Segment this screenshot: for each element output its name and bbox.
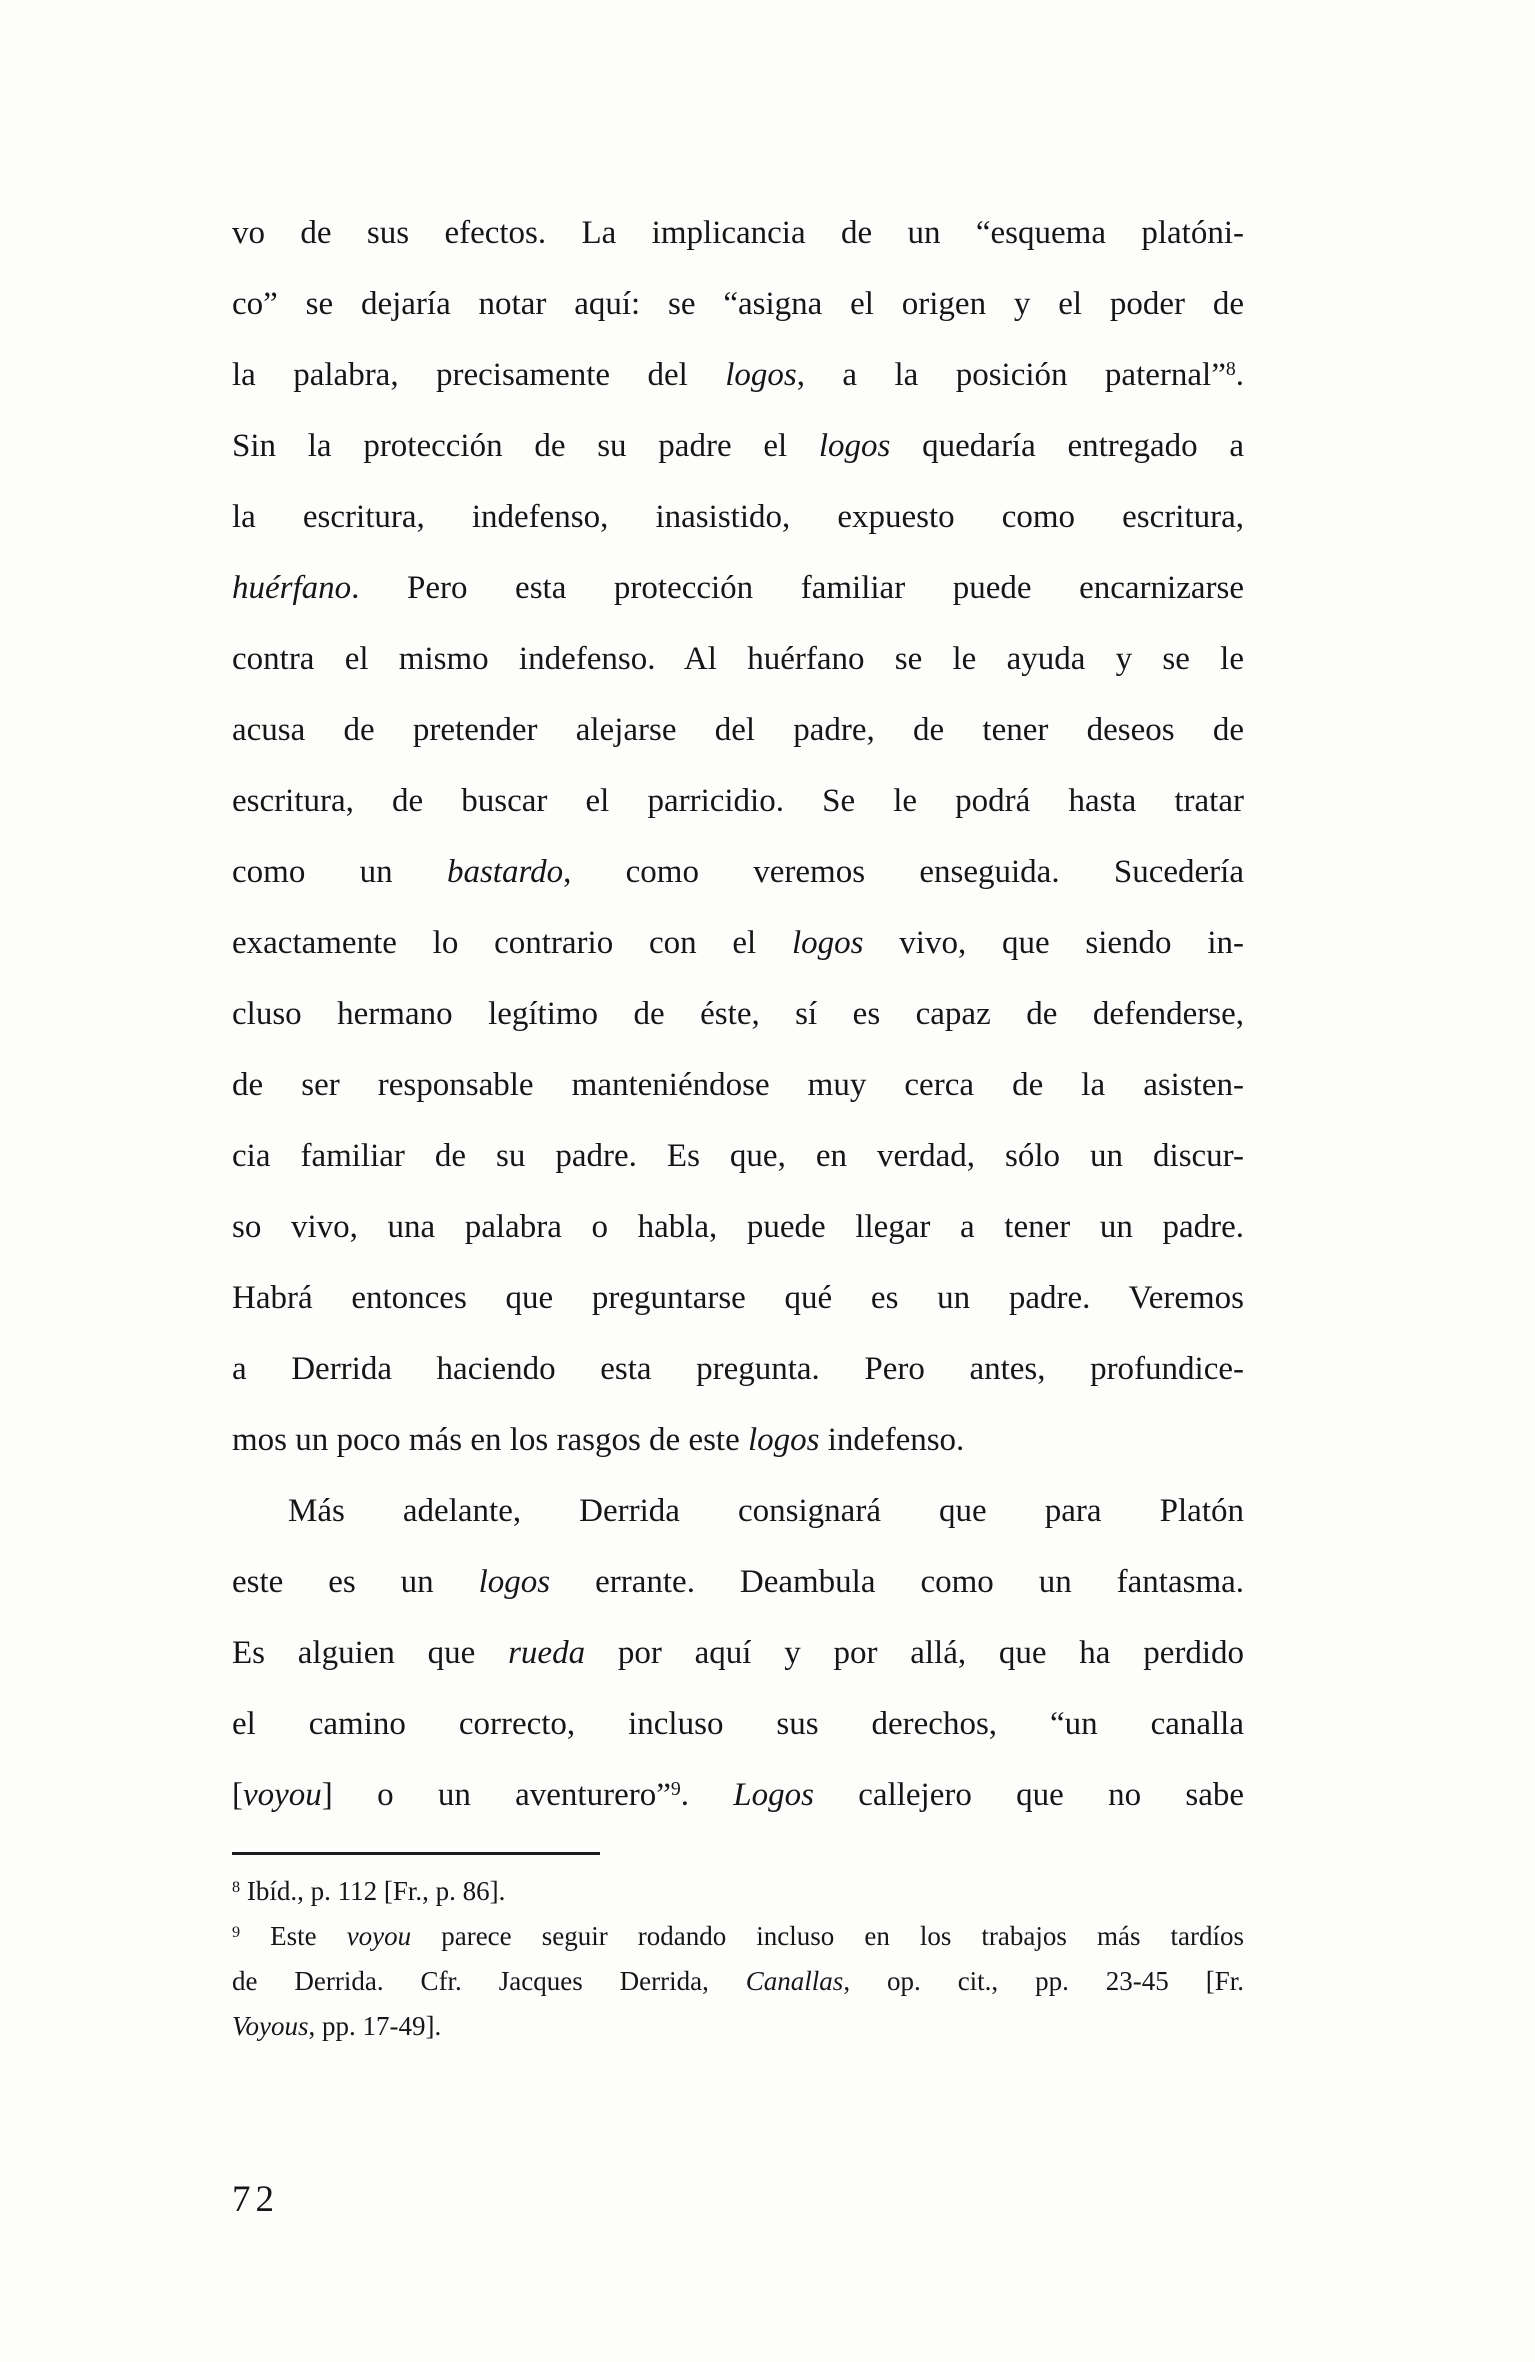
text-line: [232, 411, 1244, 482]
text-line: [232, 1869, 1244, 1914]
text-segment: de ser responsable manteniéndose muy cerca de la asisten-: [232, 1067, 1244, 1103]
text-segment: .: [680, 1777, 734, 1813]
text-segment: , como veremos enseguida. Sucedería: [563, 854, 1244, 890]
footnote-ref: 9: [232, 1922, 241, 1941]
text-line: [232, 1959, 1244, 2004]
text-segment: Más adelante, Derrida consignará que para Platón: [288, 1493, 1244, 1529]
text-segment: contra el mismo indefenso. Al huérfano se le ayuda y se le: [232, 641, 1244, 677]
text-line: [232, 482, 1244, 553]
text-line: [232, 1263, 1244, 1334]
text-segment: . Pero esta protección familiar puede encarnizarse: [351, 570, 1244, 606]
main-text: [232, 198, 1244, 1831]
italic-text: Canallas: [745, 1966, 844, 1996]
text-line: [232, 1121, 1244, 1192]
text-segment: la escritura, indefenso, inasistido, expuesto como escritura,: [232, 499, 1244, 535]
italic-text: voyou: [243, 1777, 322, 1813]
text-line: [232, 1689, 1244, 1760]
italic-text: rueda: [508, 1635, 586, 1671]
italic-text: Logos: [733, 1777, 814, 1813]
italic-text: logos: [748, 1422, 820, 1458]
italic-text: logos: [478, 1564, 551, 1600]
text-line: [232, 1476, 1244, 1547]
text-line: [232, 1334, 1244, 1405]
page-number: 72: [232, 2179, 279, 2220]
text-line: [232, 1760, 1244, 1831]
footnote-ref: 8: [1225, 358, 1236, 381]
text-segment: como un: [232, 854, 447, 890]
text-segment: errante. Deambula como un fantasma.: [550, 1564, 1245, 1600]
text-segment: por aquí y por allá, que ha perdido: [585, 1635, 1245, 1671]
italic-text: huérfano: [232, 570, 352, 606]
text-segment: la palabra, precisamente del: [232, 357, 726, 393]
text-segment: de Derrida. Cfr. Jacques Derrida,: [232, 1966, 746, 1996]
text-segment: mos un poco más en los rasgos de este: [232, 1422, 748, 1458]
text-line: [232, 1547, 1244, 1618]
text-segment: vivo, que siendo in-: [863, 925, 1244, 961]
italic-text: logos: [818, 428, 891, 464]
footnote-ref: 8: [232, 1877, 241, 1896]
text-line: [232, 1618, 1244, 1689]
text-segment: Ibíd., p. 112 [Fr., p. 86].: [240, 1876, 506, 1906]
text-segment: , a la posición paternal”: [796, 357, 1226, 393]
text-line: [232, 979, 1244, 1050]
text-line: [232, 1405, 1244, 1476]
text-line: [232, 837, 1244, 908]
text-segment: [: [232, 1777, 243, 1813]
footnotes-section: [232, 1852, 1244, 2049]
text-segment: a Derrida haciendo esta pregunta. Pero antes, profundice-: [232, 1351, 1244, 1387]
footnotes-text: [232, 1869, 1244, 2049]
text-segment: exactamente lo contrario con el: [232, 925, 792, 961]
text-segment: co” se dejaría notar aquí: se “asigna el origen y el poder de: [232, 286, 1244, 322]
text-segment: Sin la protección de su padre el: [232, 428, 819, 464]
italic-text: bastardo: [446, 854, 564, 890]
text-line: [232, 1914, 1244, 1959]
text-segment: vo de sus efectos. La implicancia de un “esquema platóni-: [232, 215, 1244, 251]
text-segment: cluso hermano legítimo de éste, sí es capaz de defenderse,: [232, 996, 1244, 1032]
text-line: [232, 198, 1244, 269]
text-segment: indefenso.: [819, 1422, 965, 1458]
text-segment: cia familiar de su padre. Es que, en verdad, sólo un discur-: [232, 1138, 1244, 1174]
text-segment: .: [1235, 357, 1244, 393]
text-line: [232, 340, 1244, 411]
text-segment: , op. cit., pp. 23-45 [Fr.: [843, 1966, 1244, 1996]
text-line: [232, 269, 1244, 340]
text-segment: Este: [240, 1921, 347, 1951]
text-segment: el camino correcto, incluso sus derechos, “un canalla: [232, 1706, 1244, 1742]
text-segment: Habrá entonces que preguntarse qué es un padre. Veremos: [232, 1280, 1244, 1316]
italic-text: Voyous: [232, 2011, 309, 2041]
text-segment: callejero que no sabe: [814, 1777, 1244, 1813]
text-line: [232, 1050, 1244, 1121]
text-line: [232, 553, 1244, 624]
italic-text: voyou: [346, 1921, 412, 1951]
text-line: [232, 624, 1244, 695]
text-segment: quedaría entregado a: [890, 428, 1244, 464]
text-segment: este es un: [232, 1564, 479, 1600]
text-line: [232, 908, 1244, 979]
text-segment: ] o un aventurero”: [321, 1777, 671, 1813]
italic-text: logos: [792, 925, 864, 961]
text-segment: so vivo, una palabra o habla, puede llegar a tener un padre.: [232, 1209, 1244, 1245]
text-segment: Es alguien que: [232, 1635, 509, 1671]
footnote-rule: [232, 1852, 600, 1855]
text-line: [232, 2004, 1244, 2049]
text-line: [232, 695, 1244, 766]
text-line: [232, 766, 1244, 837]
italic-text: logos: [725, 357, 797, 393]
text-segment: acusa de pretender alejarse del padre, de tener deseos de: [232, 712, 1244, 748]
footnote-ref: 9: [670, 1778, 681, 1801]
text-segment: escritura, de buscar el parricidio. Se le podrá hasta tratar: [232, 783, 1244, 819]
text-line: [232, 1192, 1244, 1263]
text-segment: , pp. 17-49].: [308, 2011, 442, 2041]
text-segment: parece seguir rodando incluso en los trabajos más tardíos: [411, 1921, 1244, 1951]
